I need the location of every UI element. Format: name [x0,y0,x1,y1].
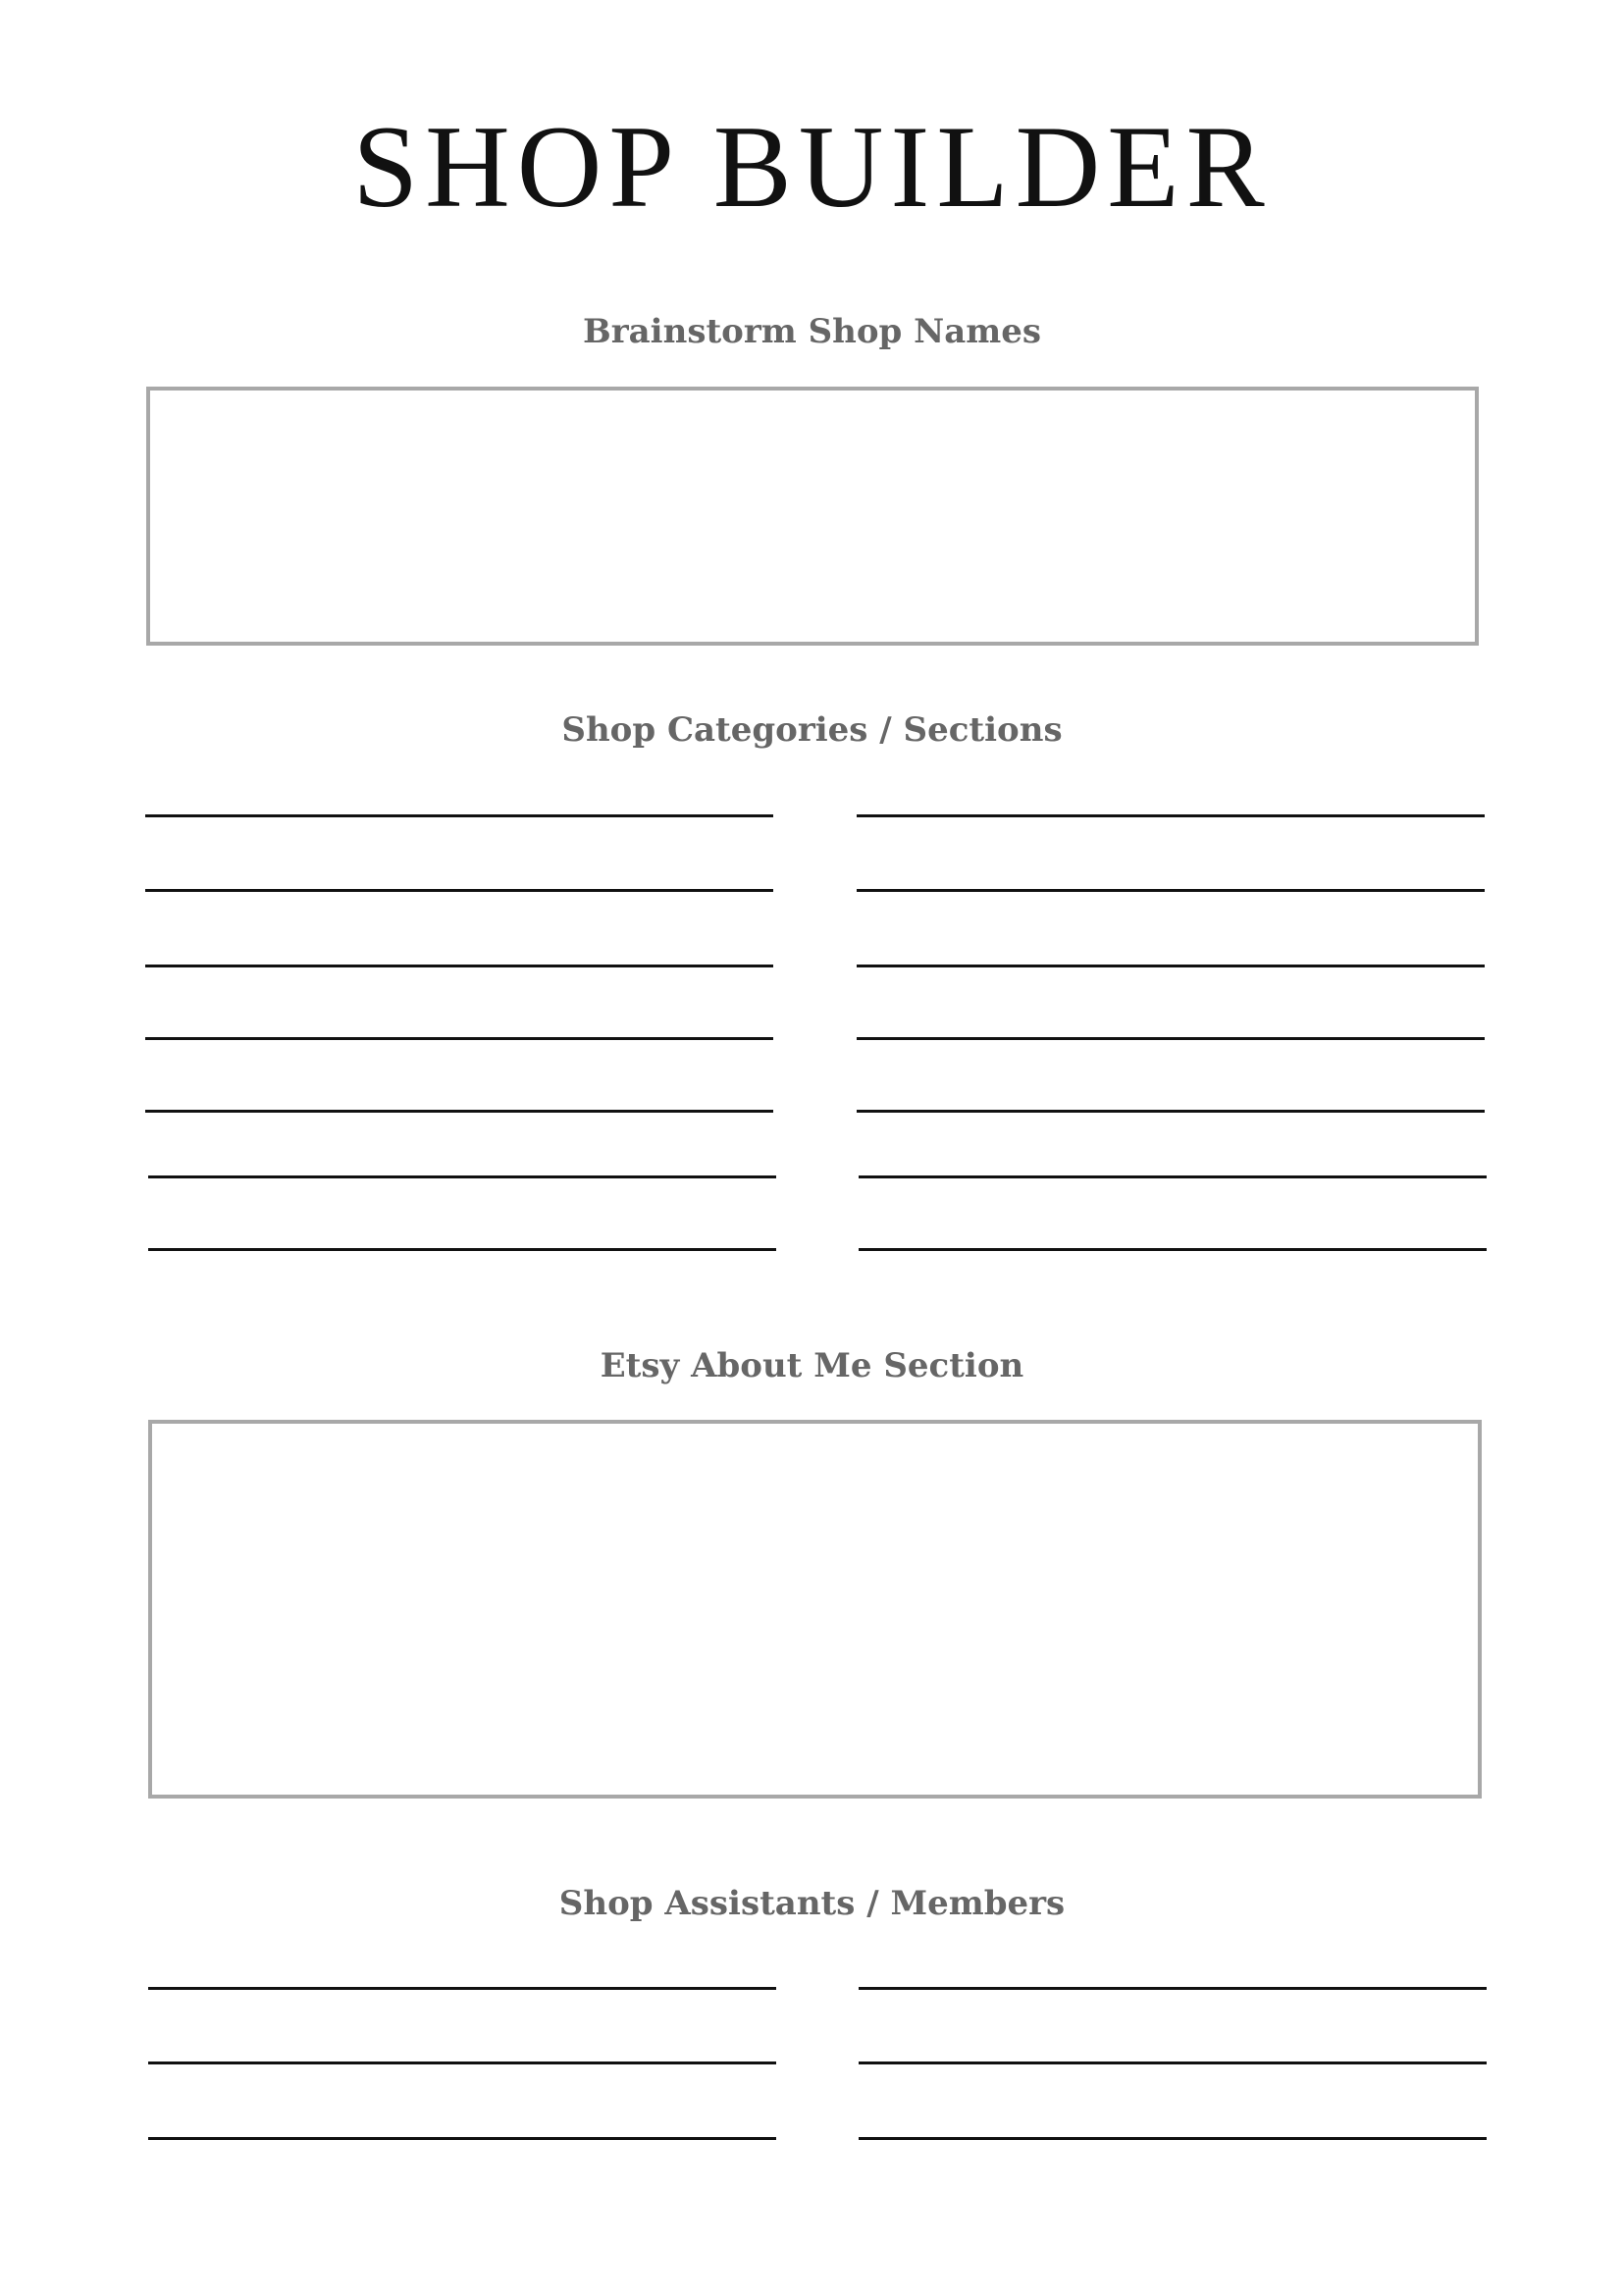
assistant-line-left-2[interactable] [148,2061,776,2064]
category-line-left-6[interactable] [148,1175,776,1178]
category-line-left-2[interactable] [145,889,773,892]
category-line-right-7[interactable] [859,1248,1487,1251]
category-line-left-5[interactable] [145,1110,773,1113]
assistants-heading: Shop Assistants / Members [558,1884,1066,1923]
shop-names-heading: Brainstorm Shop Names [583,312,1041,351]
category-line-right-6[interactable] [859,1175,1487,1178]
category-line-left-1[interactable] [145,814,773,817]
assistant-line-right-1[interactable] [859,1987,1487,1990]
category-line-right-2[interactable] [857,889,1485,892]
assistant-line-left-3[interactable] [148,2137,776,2140]
assistant-line-left-1[interactable] [148,1987,776,1990]
shop-names-box[interactable] [146,387,1479,646]
category-line-left-3[interactable] [145,965,773,967]
about-me-heading: Etsy About Me Section [600,1346,1024,1385]
about-me-box[interactable] [148,1420,1482,1799]
category-line-left-7[interactable] [148,1248,776,1251]
category-line-right-4[interactable] [857,1037,1485,1040]
category-line-right-3[interactable] [857,965,1485,967]
assistant-line-right-3[interactable] [859,2137,1487,2140]
category-line-right-1[interactable] [857,814,1485,817]
category-line-right-5[interactable] [857,1110,1485,1113]
categories-heading: Shop Categories / Sections [561,710,1063,750]
assistant-line-right-2[interactable] [859,2061,1487,2064]
category-line-left-4[interactable] [145,1037,773,1040]
page-title: SHOP BUILDER [352,101,1272,232]
